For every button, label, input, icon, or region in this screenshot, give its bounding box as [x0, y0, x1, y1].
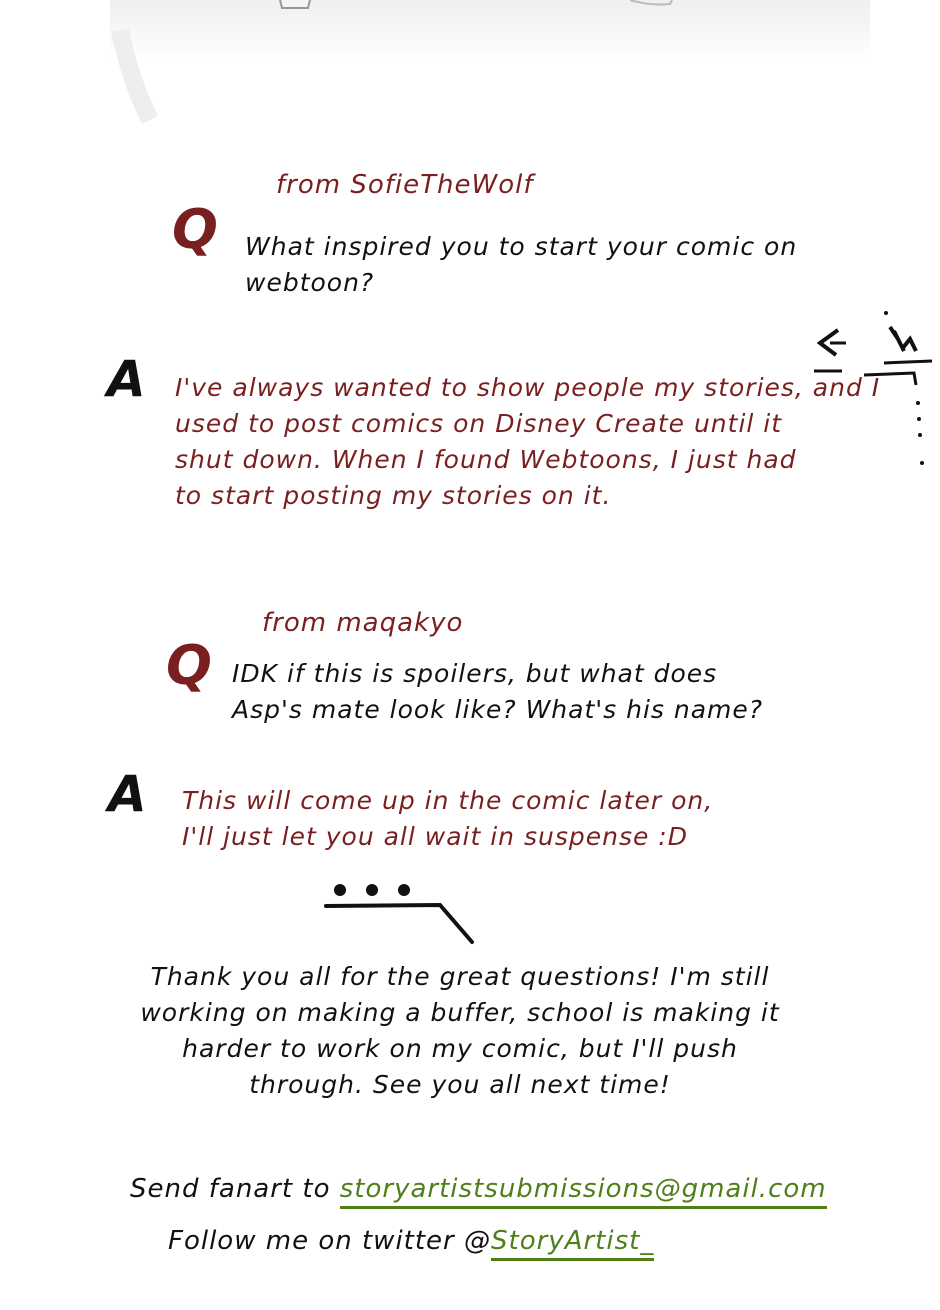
q-mark: Q: [172, 198, 218, 261]
answer-line: I'll just let you all wait in suspense :D: [182, 822, 688, 851]
question-line: Asp's mate look like? What's his name?: [232, 695, 764, 724]
question-author: from maqakyo: [262, 608, 464, 638]
answer-line: shut down. When I found Webtoons, I just had: [175, 445, 797, 474]
answer-line: I've always wanted to show people my stories, and I: [175, 373, 881, 402]
top-sketch-illustration: [110, 0, 870, 125]
closing-line: harder to work on my comic, but I'll push: [182, 1034, 738, 1063]
twitter-label: Follow me on twitter @: [168, 1226, 492, 1256]
question-author: from SofieTheWolf: [276, 170, 534, 200]
answer-line: used to post comics on Disney Create until it: [175, 409, 783, 438]
question-line: IDK if this is spoilers, but what does: [232, 659, 718, 688]
fanart-contact: [130, 1174, 827, 1204]
q-mark: Q: [166, 634, 212, 697]
a-mark: A: [108, 765, 147, 823]
answer-line: to start posting my stories on it.: [175, 481, 612, 510]
fanart-label: Send fanart to: [130, 1174, 331, 1204]
twitter-contact: [168, 1226, 654, 1256]
closing-line: through. See you all next time!: [249, 1070, 671, 1099]
answer-line: This will come up in the comic later on,: [182, 786, 714, 815]
question-line: webtoon?: [245, 268, 375, 297]
edge-doodle: [808, 305, 938, 475]
question-text: [232, 656, 832, 728]
answer-text: [175, 370, 895, 514]
closing-line: working on making a buffer, school is making it: [140, 998, 780, 1027]
fanart-email-link[interactable]: storyartistsubmissions@gmail.com: [340, 1174, 827, 1209]
question-line: What inspired you to start your comic on: [245, 232, 798, 261]
question-text: [245, 229, 845, 301]
twitter-handle-link[interactable]: StoryArtist_: [491, 1226, 654, 1261]
a-mark: A: [107, 350, 146, 408]
closing-line: Thank you all for the great questions! I'm still: [150, 962, 770, 991]
answer-text: [182, 783, 802, 855]
ellipsis-doodle: [320, 878, 480, 948]
closing-message: [110, 959, 810, 1103]
